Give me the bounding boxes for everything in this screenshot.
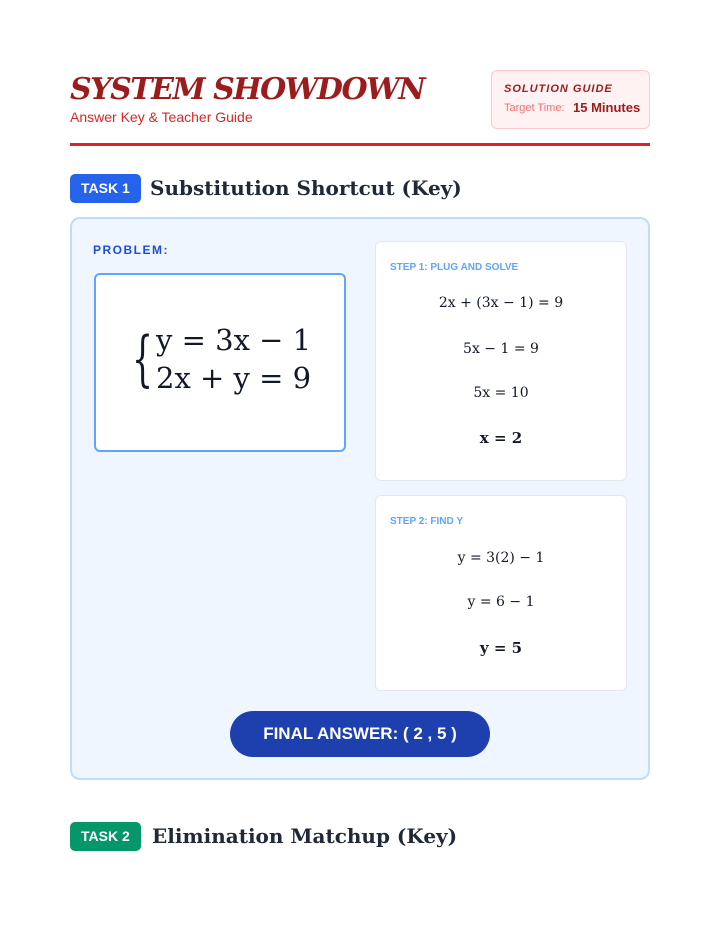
task1-badge: TASK 1	[70, 174, 141, 203]
final-answer-badge: FINAL ANSWER: ( 2 , 5 )	[230, 711, 490, 757]
header-divider	[70, 143, 650, 146]
page-header	[70, 70, 650, 146]
target-time-label: Target Time:	[504, 102, 565, 114]
task2-heading	[70, 822, 650, 852]
page-title: SYSTEM SHOWDOWN	[70, 72, 425, 107]
solution-guide-box	[491, 70, 650, 129]
solution-guide-label: SOLUTION GUIDE	[504, 83, 613, 95]
step1-label: STEP 1: PLUG AND SOLVE	[390, 262, 519, 273]
step2-line: y = 3(2) − 1	[457, 550, 545, 566]
task2-title: Elimination Matchup (Key)	[152, 824, 458, 848]
step1-line: 2x + (3x − 1) = 9	[438, 295, 564, 311]
page-subtitle: Answer Key & Teacher Guide	[70, 109, 253, 125]
step2-result: y = 5	[479, 639, 523, 657]
step1-line: 5x = 10	[473, 385, 529, 401]
system-equation-2: 2x + y = 9	[156, 361, 312, 395]
problem-label: PROBLEM:	[93, 243, 169, 257]
target-time-value: 15 Minutes	[573, 100, 641, 115]
step2-line: y = 6 − 1	[467, 594, 535, 610]
step1-result: x = 2	[479, 429, 523, 447]
step2-label: STEP 2: FIND Y	[390, 516, 463, 527]
step1-card	[375, 241, 627, 481]
task1-heading	[70, 174, 650, 204]
problem-box	[94, 273, 346, 452]
system-brace: {	[132, 324, 154, 394]
step2-card	[375, 495, 627, 691]
step1-line: 5x − 1 = 9	[463, 341, 539, 357]
task1-title: Substitution Shortcut (Key)	[150, 176, 462, 200]
task2-badge: TASK 2	[70, 822, 141, 851]
system-equation-1: y = 3x − 1	[156, 323, 312, 357]
task1-panel	[70, 217, 650, 780]
